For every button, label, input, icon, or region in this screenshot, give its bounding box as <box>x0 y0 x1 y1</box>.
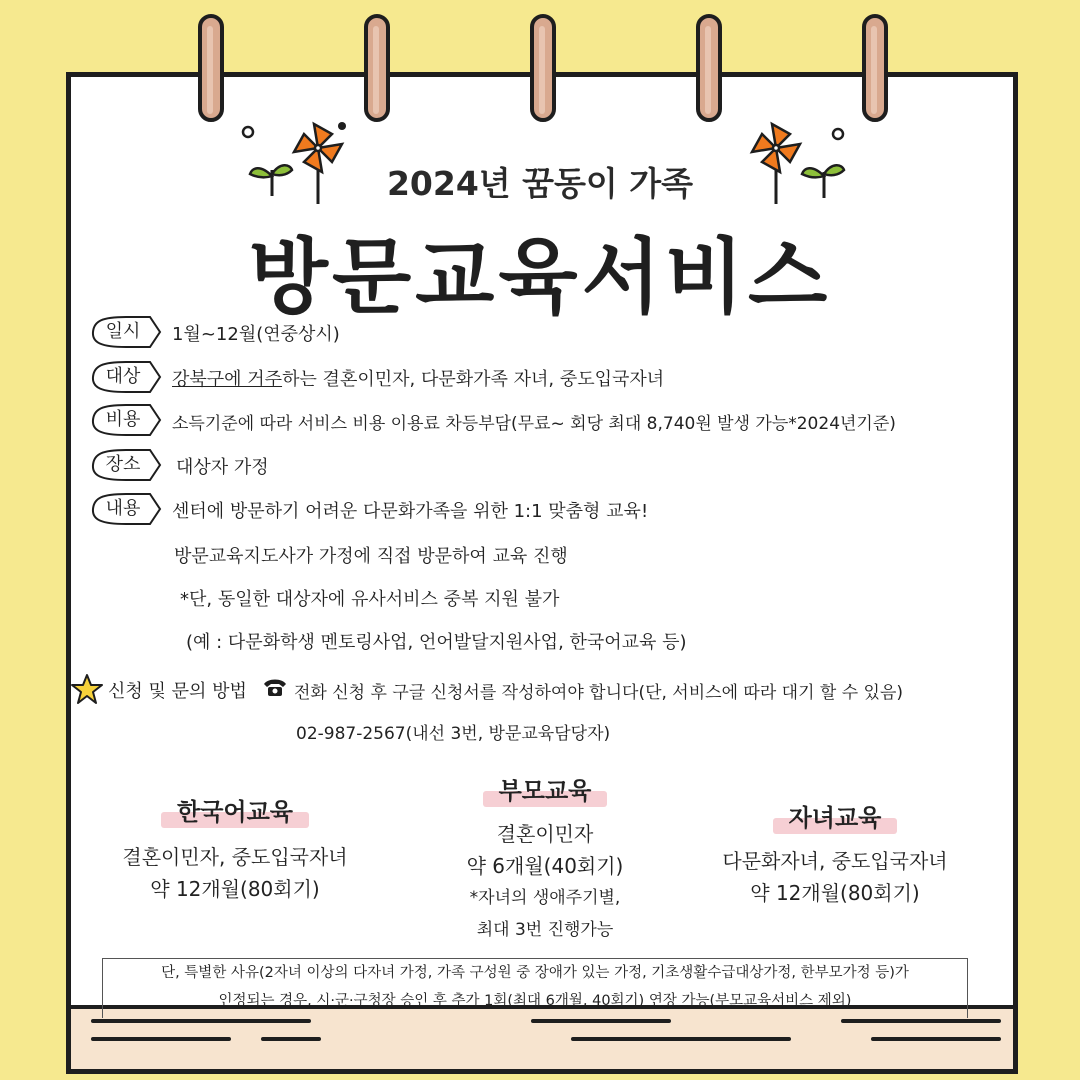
content-label: 내용 <box>105 498 141 519</box>
program-line: 결혼이민자 <box>496 822 594 846</box>
program-line: 약 6개월(40회기) <box>466 854 624 878</box>
binder-ring <box>198 14 224 122</box>
program-line: 결혼이민자, 중도입국자녀 <box>122 845 348 869</box>
apply-phone: 02-987-2567(내선 3번, 방문교육담당자) <box>296 724 611 744</box>
notice-box <box>102 958 968 1018</box>
footer-line <box>91 1037 231 1041</box>
binder-ring <box>862 14 888 122</box>
footer-line <box>871 1037 1001 1041</box>
place-label: 장소 <box>105 454 141 475</box>
footer-line <box>91 1019 311 1023</box>
date-label: 일시 <box>105 321 141 342</box>
program-title: 자녀교육 <box>779 802 892 834</box>
star-icon <box>70 673 104 705</box>
page-title: 방문교육서비스 <box>248 230 832 325</box>
binder-ring <box>696 14 722 122</box>
binder-ring <box>364 14 390 122</box>
footer-line <box>261 1037 321 1041</box>
target-value <box>172 365 664 391</box>
subtitle: 2024년 꿈동이 가족 <box>386 164 694 203</box>
content-line: 센터에 방문하기 어려운 다문화가족을 위한 1:1 맞춤형 교육! <box>172 501 649 522</box>
footer-line <box>841 1019 1001 1023</box>
program-note: *자녀의 생애주기별, <box>469 888 621 908</box>
place-value: 대상자 가정 <box>176 457 269 478</box>
program-korean <box>90 796 380 905</box>
binder-ring <box>530 14 556 122</box>
notice-line: 인정되는 경우, 시·군·구청장 승인 후 추가 1회(최대 6개월, 40회기) 연장 가능(부모교육서비스 제외) <box>218 993 852 1009</box>
program-child <box>690 802 980 909</box>
notice-line: 단, 특별한 사유(2자녀 이상의 다자녀 가정, 가족 구성원 중 장애가 있는 가정, 기초생활수급대상가정, 한부모가정 등)가 <box>161 965 909 981</box>
label-tag-place <box>90 448 162 482</box>
phone-icon <box>262 676 288 698</box>
target-value-underlined: 강북구에 거주 <box>172 369 283 390</box>
program-line: 다문화자녀, 중도입국자녀 <box>722 849 948 873</box>
label-tag-content <box>90 492 162 526</box>
footer-line <box>571 1037 791 1041</box>
date-value: 1월~12월(연중상시) <box>172 324 340 345</box>
content-line: 방문교육지도사가 가정에 직접 방문하여 교육 진행 <box>174 546 568 567</box>
program-title: 부모교육 <box>489 775 602 807</box>
program-line: 약 12개월(80회기) <box>750 881 920 905</box>
cost-value: 소득기준에 따라 서비스 비용 이용료 차등부담(무료~ 회당 최대 8,740원 발생 가능*2024년기준) <box>172 414 896 434</box>
label-tag-target <box>90 360 162 394</box>
content-line: *단, 동일한 대상자에 유사서비스 중복 지원 불가 <box>180 589 560 610</box>
cost-label: 비용 <box>105 409 141 430</box>
program-parent <box>400 775 690 946</box>
target-label: 대상 <box>105 366 141 387</box>
label-tag-date <box>90 315 162 349</box>
footer-line <box>531 1019 671 1023</box>
apply-label: 신청 및 문의 방법 <box>108 681 247 702</box>
label-tag-cost <box>90 403 162 437</box>
target-value-rest: 하는 결혼이민자, 다문화가족 자녀, 중도입국자녀 <box>282 369 665 390</box>
program-note: 최대 3번 진행가능 <box>476 920 614 940</box>
program-title: 한국어교육 <box>167 796 303 828</box>
content-line: (예 : 다문화학생 멘토링사업, 언어발달지원사업, 한국어교육 등) <box>186 632 687 653</box>
program-line: 약 12개월(80회기) <box>150 877 320 901</box>
apply-text: 전화 신청 후 구글 신청서를 작성하여야 합니다(단, 서비스에 따라 대기 할 수 있음) <box>294 683 904 703</box>
